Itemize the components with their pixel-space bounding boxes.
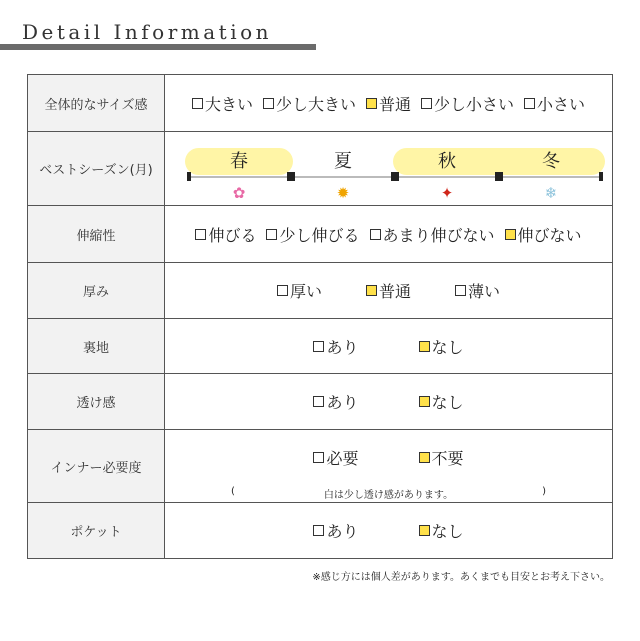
option-label: あり [326, 393, 359, 412]
checkbox-icon [263, 98, 274, 109]
option-stretch-1 [266, 223, 359, 246]
label-sheerness: 透け感 [28, 374, 165, 430]
option-inner-needed-1 [419, 446, 464, 469]
season-label: 春 [230, 150, 248, 172]
option-label: 少し伸びる [279, 225, 360, 245]
season-tick [499, 172, 503, 181]
row-lining [28, 319, 613, 374]
checked-box-icon [366, 285, 377, 296]
option-stretch-0 [195, 223, 256, 246]
option-sheerness-1 [419, 390, 464, 413]
option-label: あり [326, 337, 359, 357]
checked-box-icon [366, 98, 377, 109]
option-label: 少し大きい [275, 94, 356, 114]
options-sheerness [165, 390, 612, 413]
checkbox-icon [313, 396, 324, 407]
season-label: 夏 [334, 150, 352, 172]
checkbox-icon [455, 285, 466, 296]
disclaimer-note: ※感じ方には個人差があります。あくまでも目安とお考え下さい。 [312, 572, 610, 583]
option-label: 薄い [468, 282, 501, 301]
options-inner-needed [165, 446, 612, 469]
options-thickness [165, 279, 612, 302]
option-inner-needed-0 [313, 446, 358, 469]
season-tick [187, 172, 191, 181]
row-stretch [28, 206, 613, 263]
option-label: 普通 [378, 94, 411, 114]
note-close-paren: ) [542, 486, 546, 497]
option-label: 大きい [204, 94, 253, 114]
row-thickness [28, 263, 613, 319]
checkbox-icon [313, 525, 324, 536]
option-size-feel-0 [192, 92, 253, 115]
snowflake-icon: ❄ [544, 183, 558, 202]
label-stretch: 伸縮性 [28, 206, 165, 263]
row-best-season [28, 132, 613, 206]
detail-table [27, 74, 613, 559]
option-label: あり [326, 522, 359, 541]
sakura-flower-icon: ✿ [232, 183, 246, 202]
checkbox-icon [313, 341, 324, 352]
checked-box-icon [419, 525, 430, 536]
options-pocket [165, 519, 612, 542]
checked-box-icon [419, 452, 430, 463]
section-title: Detail Information [22, 20, 273, 44]
option-label: 厚い [289, 282, 322, 301]
option-label: 必要 [326, 449, 359, 468]
option-label: 不要 [431, 449, 464, 468]
row-size-feel [28, 75, 613, 132]
checkbox-icon [524, 98, 535, 109]
option-thickness-0 [277, 279, 322, 302]
row-sheerness [28, 374, 613, 430]
checkbox-icon [192, 98, 203, 109]
season-chart [165, 134, 612, 204]
maple-leaf-icon: ✦ [440, 183, 454, 202]
option-thickness-2 [455, 279, 500, 302]
label-best-season: ベストシーズン(月) [28, 132, 165, 206]
option-label: 伸びない [517, 225, 582, 245]
checked-box-icon [419, 341, 430, 352]
option-size-feel-4 [524, 92, 585, 115]
checked-box-icon [419, 396, 430, 407]
option-stretch-3 [505, 223, 582, 246]
option-label: 小さい [537, 94, 586, 114]
season-tick [599, 172, 603, 181]
option-label: なし [431, 337, 464, 357]
option-label: 伸びる [208, 225, 257, 245]
checkbox-icon [313, 452, 324, 463]
option-label: なし [431, 393, 464, 412]
label-pocket: ポケット [28, 503, 165, 559]
season-label: 秋 [438, 150, 456, 172]
option-size-feel-1 [263, 92, 356, 115]
option-size-feel-2 [366, 92, 411, 115]
checkbox-icon [370, 229, 381, 240]
season-tick [291, 172, 295, 181]
sunflower-icon: ✹ [336, 183, 350, 202]
option-lining-1 [419, 335, 464, 358]
row-pocket [28, 503, 613, 559]
checkbox-icon [195, 229, 206, 240]
checked-box-icon [505, 229, 516, 240]
season-tick [395, 172, 399, 181]
note-open-paren: ( [231, 486, 235, 497]
options-lining [165, 335, 612, 358]
option-sheerness-0 [313, 390, 358, 413]
row-inner-needed [28, 430, 613, 503]
option-stretch-2 [370, 223, 495, 246]
title-underline [0, 44, 316, 50]
season-label: 冬 [542, 150, 560, 172]
checkbox-icon [421, 98, 432, 109]
options-stretch [165, 223, 612, 246]
option-size-feel-3 [421, 92, 514, 115]
option-lining-0 [313, 335, 358, 358]
option-label: 少し小さい [434, 94, 515, 114]
option-pocket-1 [419, 519, 464, 542]
label-inner-needed: インナー必要度 [28, 430, 165, 503]
checkbox-icon [277, 285, 288, 296]
label-thickness: 厚み [28, 263, 165, 319]
option-thickness-1 [366, 279, 411, 302]
inner-note [165, 486, 612, 501]
checkbox-icon [266, 229, 277, 240]
inner-note-text: 白は少し透け感があります。 [323, 490, 454, 501]
option-label: 普通 [378, 282, 411, 301]
options-size-feel [165, 92, 612, 115]
label-size-feel: 全体的なサイズ感 [28, 75, 165, 132]
label-lining: 裏地 [28, 319, 165, 374]
option-label: なし [431, 522, 464, 541]
option-pocket-0 [313, 519, 358, 542]
option-label: あまり伸びない [382, 225, 495, 245]
